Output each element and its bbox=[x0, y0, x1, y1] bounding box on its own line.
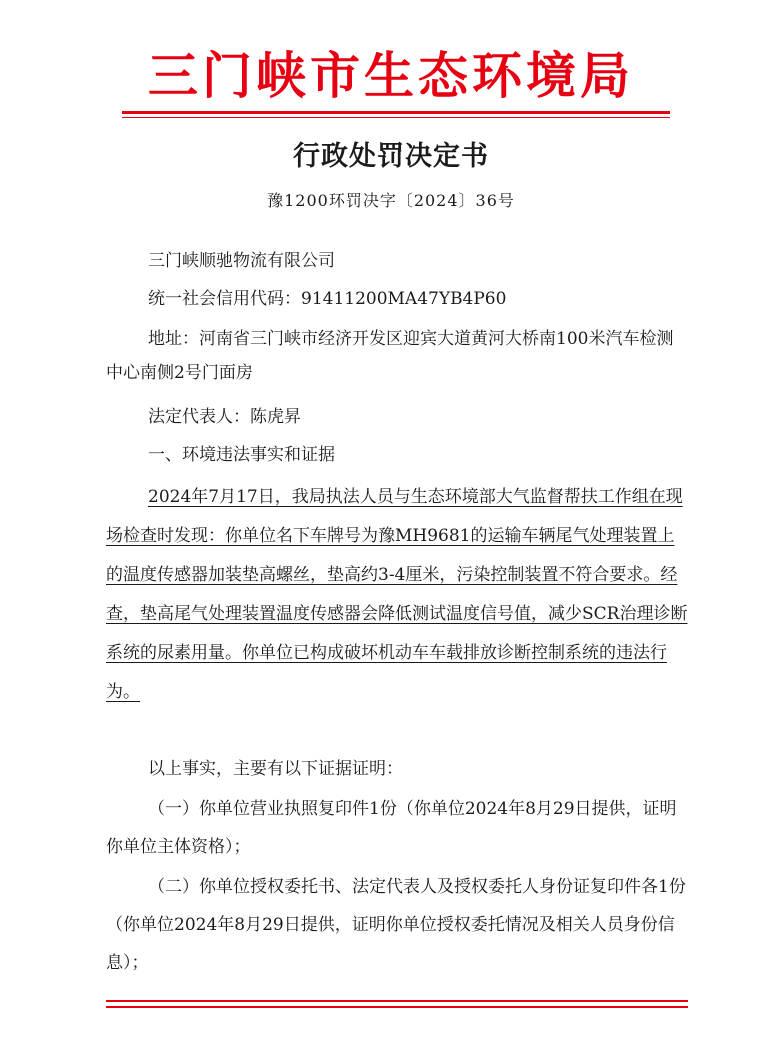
party-address: 地址：河南省三门峡市经济开发区迎宾大道黄河大桥南100米汽车检测中心南侧2号门面房 bbox=[106, 329, 674, 383]
document-number: 豫1200环罚决字〔2024〕36号 bbox=[267, 191, 515, 210]
document-type: 行政处罚决定书 bbox=[293, 141, 489, 172]
party-name: 三门峡顺驰物流有限公司 bbox=[148, 251, 335, 271]
evidence-item-2: （二）你单位授权委托书、法定代表人及授权委托人身份证复印件各1份（你单位2024年8月29日提供，证明你单位授权委托情况及相关人员身份信息）； bbox=[106, 877, 686, 973]
footer-rule-bottom bbox=[106, 1006, 688, 1008]
agency-title: 三门峡市生态环境局 bbox=[148, 46, 634, 105]
evidence-item-1: （一）你单位营业执照复印件1份（你单位2024年8月29日提供，证明你单位主体资格）； bbox=[106, 799, 677, 857]
footer-rule-top bbox=[106, 1000, 688, 1002]
header-rule-thin bbox=[122, 117, 670, 118]
section-heading: 一、环境违法事实和证据 bbox=[148, 445, 335, 465]
evidence-intro: 以上事实，主要有以下证据证明： bbox=[148, 759, 403, 779]
credit-code: 统一社会信用代码：91411200MA47YB4P60 bbox=[148, 289, 507, 309]
header-rule-thick bbox=[122, 111, 670, 114]
violation-facts: 2024年7月17日，我局执法人员与生态环境部大气监督帮扶工作组在现场检查时发现：你单位名下车牌号为豫MH9681的运输车辆尾气处理装置上的温度传感器加装垫高螺丝，垫高约3-4厘米，污染控制装置不符合要求。经查，垫高尾气处理装置温度传感器会降低测试温度信号值，减少SCR治理诊断系统的尿素用量。你单位已构成破坏机动车车载排放诊断控制系统的违法行为。 bbox=[106, 487, 688, 702]
legal-representative: 法定代表人：陈虎昇 bbox=[148, 407, 301, 427]
